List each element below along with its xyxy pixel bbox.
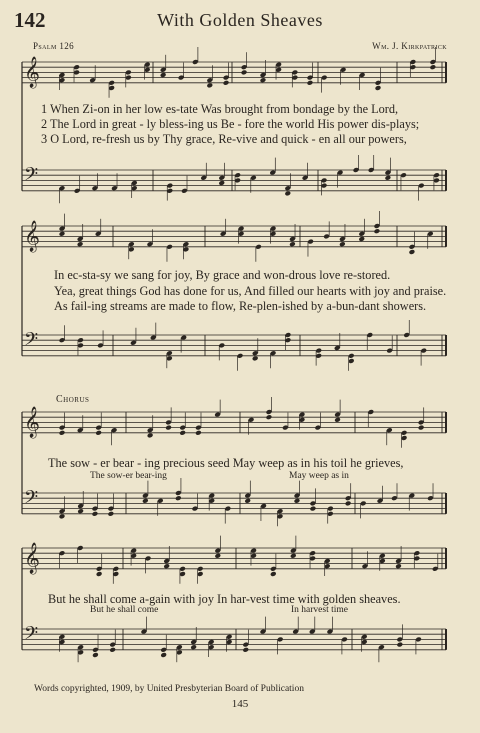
scripture-reference: Psalm 126 [33, 41, 75, 51]
note-head [92, 511, 99, 517]
lyric-line: In ec-sta-sy we sang for joy, By grace and won-drous love re-stored. [54, 268, 391, 282]
bass-clef-icon: 𝄢 [24, 487, 39, 513]
bass-clef-icon: 𝄢 [24, 329, 39, 355]
bass-lyric: The sow-er bear-ing [90, 471, 167, 481]
page-number: 145 [231, 698, 249, 710]
lyric-line: But he shall come a-gain with joy In har-vest time with golden sheaves. [48, 592, 401, 606]
treble-clef-icon: 𝄞 [24, 56, 40, 88]
note-head [294, 498, 301, 504]
note-head [95, 430, 102, 436]
note-head [59, 513, 66, 519]
treble-clef-icon: 𝄞 [24, 406, 40, 438]
note-head [96, 571, 103, 577]
note-head [160, 652, 167, 658]
hymn-title: With Golden Sheaves [157, 10, 323, 30]
note-head [108, 511, 115, 517]
note-head [260, 77, 267, 83]
note-head [375, 85, 382, 91]
note-head [310, 506, 317, 512]
lyric-line: 2 The Lord in great - ly bless-ing us Be - fore the world His power dis-plays; [41, 117, 420, 131]
bass-lyric: May weep as in [289, 471, 349, 481]
note-head [165, 425, 172, 431]
lyric-line: 1 When Zi-on in her low es-tate Was brought from bondage by the Lord, [41, 102, 399, 116]
note-head [218, 180, 225, 186]
bass-lyric: But he shall come [90, 605, 159, 615]
note-head [385, 175, 392, 181]
hymn-number: 142 [14, 8, 46, 32]
note-head [77, 508, 84, 514]
note-head [418, 425, 425, 431]
bass-clef-icon: 𝄢 [24, 164, 39, 190]
note-head [179, 430, 186, 436]
note-head [59, 231, 66, 237]
note-head [109, 647, 116, 653]
note-head [223, 80, 230, 86]
note-head [163, 563, 170, 569]
note-head [358, 236, 365, 242]
note-head [396, 642, 403, 648]
note-head [142, 498, 149, 504]
note-head [147, 432, 154, 438]
note-head [284, 190, 291, 196]
note-head [206, 82, 213, 88]
note-head [307, 80, 314, 86]
note-head [190, 644, 197, 650]
note-head [409, 249, 416, 255]
lyric-line: The sow - er bear - ing precious seed May weep as in his toil he grieves, [48, 456, 404, 470]
bass-clef-icon: 𝄢 [24, 623, 39, 649]
treble-clef-icon: 𝄞 [24, 542, 40, 574]
note-head [395, 563, 402, 569]
note-head [339, 241, 346, 247]
copyright-notice: Words copyrighted, 1909, by United Presbyterian Board of Publication [34, 684, 304, 694]
note-head [290, 553, 297, 559]
note-head [195, 430, 202, 436]
bass-lyric: In harvest time [291, 605, 348, 615]
note-head [244, 498, 251, 504]
note-head [374, 228, 381, 234]
lyric-line: 3 O Lord, re-fresh us by Thy grace, Re-vive and quick - en all our powers, [41, 132, 407, 146]
note-head [252, 355, 259, 361]
chorus-label: Chorus [56, 394, 90, 405]
note-head [334, 417, 341, 423]
note-head [270, 571, 277, 577]
note-head [77, 241, 84, 247]
note-head [214, 553, 221, 559]
lyric-line: As fail-ing streams are made to flow, Re-plen-ished by a-bun-dant showers. [54, 299, 427, 313]
treble-clef-icon: 𝄞 [24, 220, 40, 252]
note-head [289, 241, 296, 247]
note-head [266, 414, 273, 420]
note-head [241, 69, 248, 75]
note-head [430, 64, 437, 70]
note-head [345, 500, 352, 506]
note-head [242, 647, 249, 653]
lyric-line: Yea, great things God has done for us, And filled our hearts with joy and praise. [54, 284, 447, 298]
note-head [160, 72, 167, 78]
composer-credit: Wm. J. Kirkpatrick [372, 41, 447, 51]
note-head [92, 652, 99, 658]
note-head [59, 430, 66, 436]
note-head [175, 495, 182, 501]
